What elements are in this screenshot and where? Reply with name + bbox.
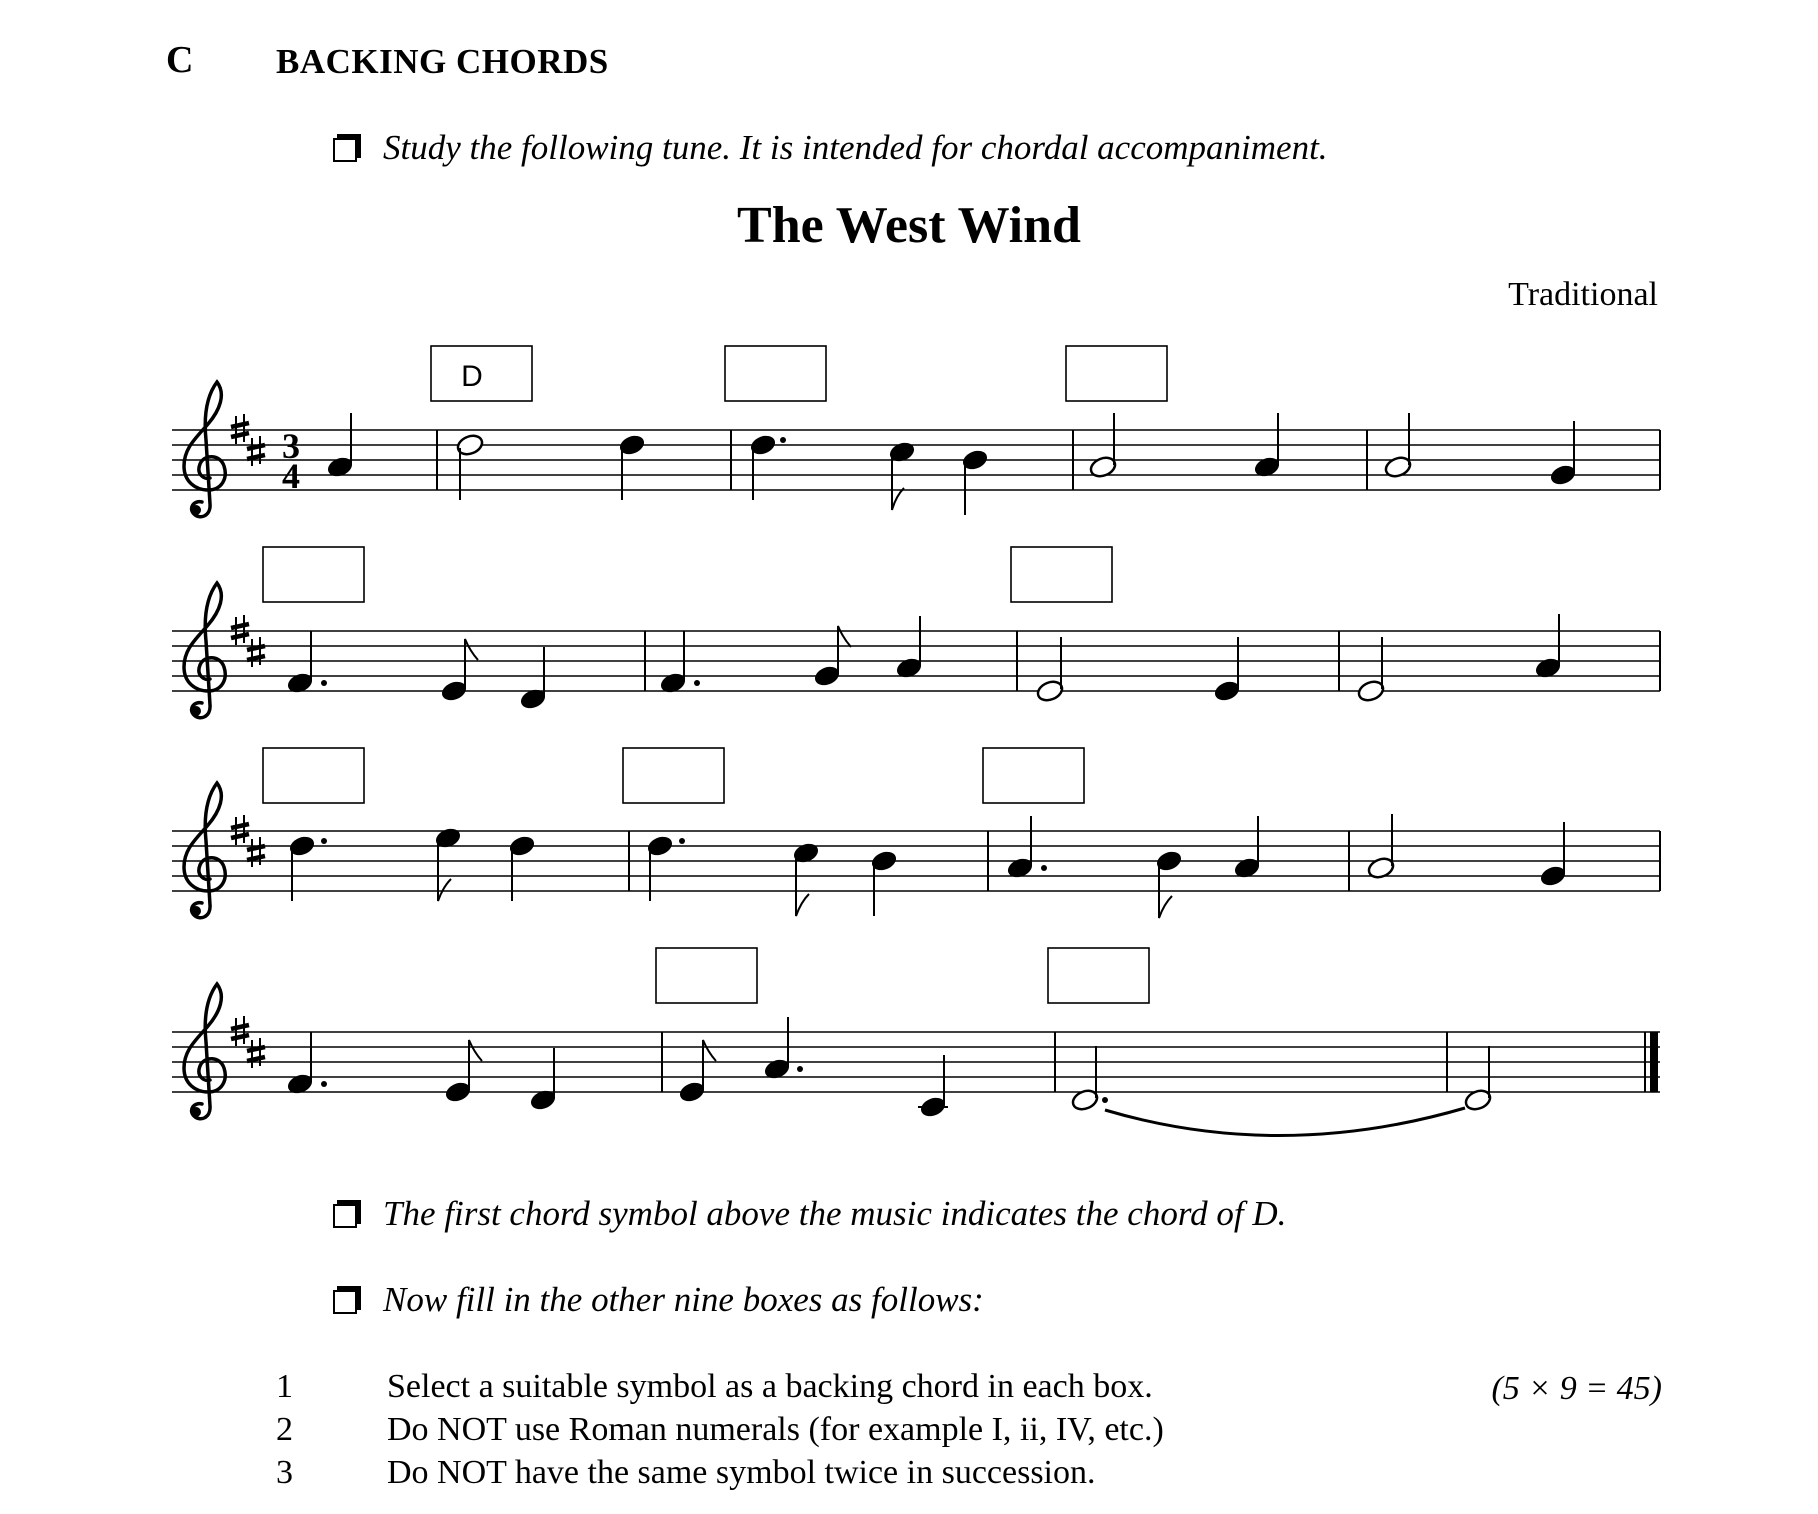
rule-text: Do NOT use Roman numerals (for example I, ii, IV, etc.) <box>387 1411 1164 1448</box>
rule-number: 3 <box>276 1454 293 1491</box>
staff-system-4 <box>172 984 1660 1136</box>
tie <box>1105 1108 1465 1136</box>
svg-text:D: D <box>461 360 483 393</box>
rule-number: 1 <box>276 1368 293 1405</box>
sharp-icon <box>247 1038 265 1068</box>
treble-clef-icon <box>184 984 225 1119</box>
staff-system-1 <box>172 382 1660 517</box>
rule-number: 2 <box>276 1411 293 1448</box>
treble-clef-icon <box>184 382 225 517</box>
time-signature-bottom: 4 <box>282 456 300 496</box>
treble-clef-icon <box>184 583 225 718</box>
rule-text: Select a suitable symbol as a backing chord in each box. <box>387 1368 1153 1405</box>
instruction-fill-in <box>333 1278 984 1322</box>
chord-box-2[interactable] <box>725 346 826 401</box>
section-title: BACKING CHORDS <box>276 42 609 81</box>
chord-box-4[interactable] <box>263 547 364 602</box>
time-signature-top: 3 <box>282 426 300 466</box>
sharp-icon <box>231 414 249 444</box>
sharp-icon <box>231 1016 249 1046</box>
chord-box-1[interactable] <box>431 346 532 401</box>
tune-title: The West Wind <box>737 197 1081 254</box>
marks-allocation: (5 × 9 = 45) <box>1491 1370 1662 1407</box>
sharp-icon <box>231 615 249 645</box>
composer-credit: Traditional <box>1508 276 1658 313</box>
chord-box-6[interactable] <box>263 748 364 803</box>
sharp-icon <box>247 837 265 867</box>
final-barline <box>1650 1032 1658 1092</box>
section-letter: C <box>166 39 194 81</box>
sharp-icon <box>247 436 265 466</box>
instruction-first-chord <box>333 1192 1286 1236</box>
staff-system-2 <box>172 583 1660 718</box>
sharp-icon <box>247 637 265 667</box>
checkbox-icon[interactable] <box>333 1286 361 1314</box>
chord-box-10[interactable] <box>1048 948 1149 1003</box>
chord-box-7[interactable] <box>623 748 724 803</box>
treble-clef-icon <box>184 783 225 918</box>
instruction-text: The first chord symbol above the music indicates the chord of D. <box>383 1194 1287 1233</box>
sharp-icon <box>231 815 249 845</box>
chord-box-8[interactable] <box>983 748 1084 803</box>
chord-box-3[interactable] <box>1066 346 1167 401</box>
rule-text: Do NOT have the same symbol twice in succession. <box>387 1454 1096 1491</box>
checkbox-icon[interactable] <box>333 1200 361 1228</box>
chord-box-5[interactable] <box>1011 547 1112 602</box>
chord-box-9[interactable] <box>656 948 757 1003</box>
instruction-text: Now fill in the other nine boxes as follows: <box>383 1280 984 1319</box>
staff-system-3 <box>172 783 1660 918</box>
instruction-text: Study the following tune. It is intended for chordal accompaniment. <box>383 128 1328 167</box>
